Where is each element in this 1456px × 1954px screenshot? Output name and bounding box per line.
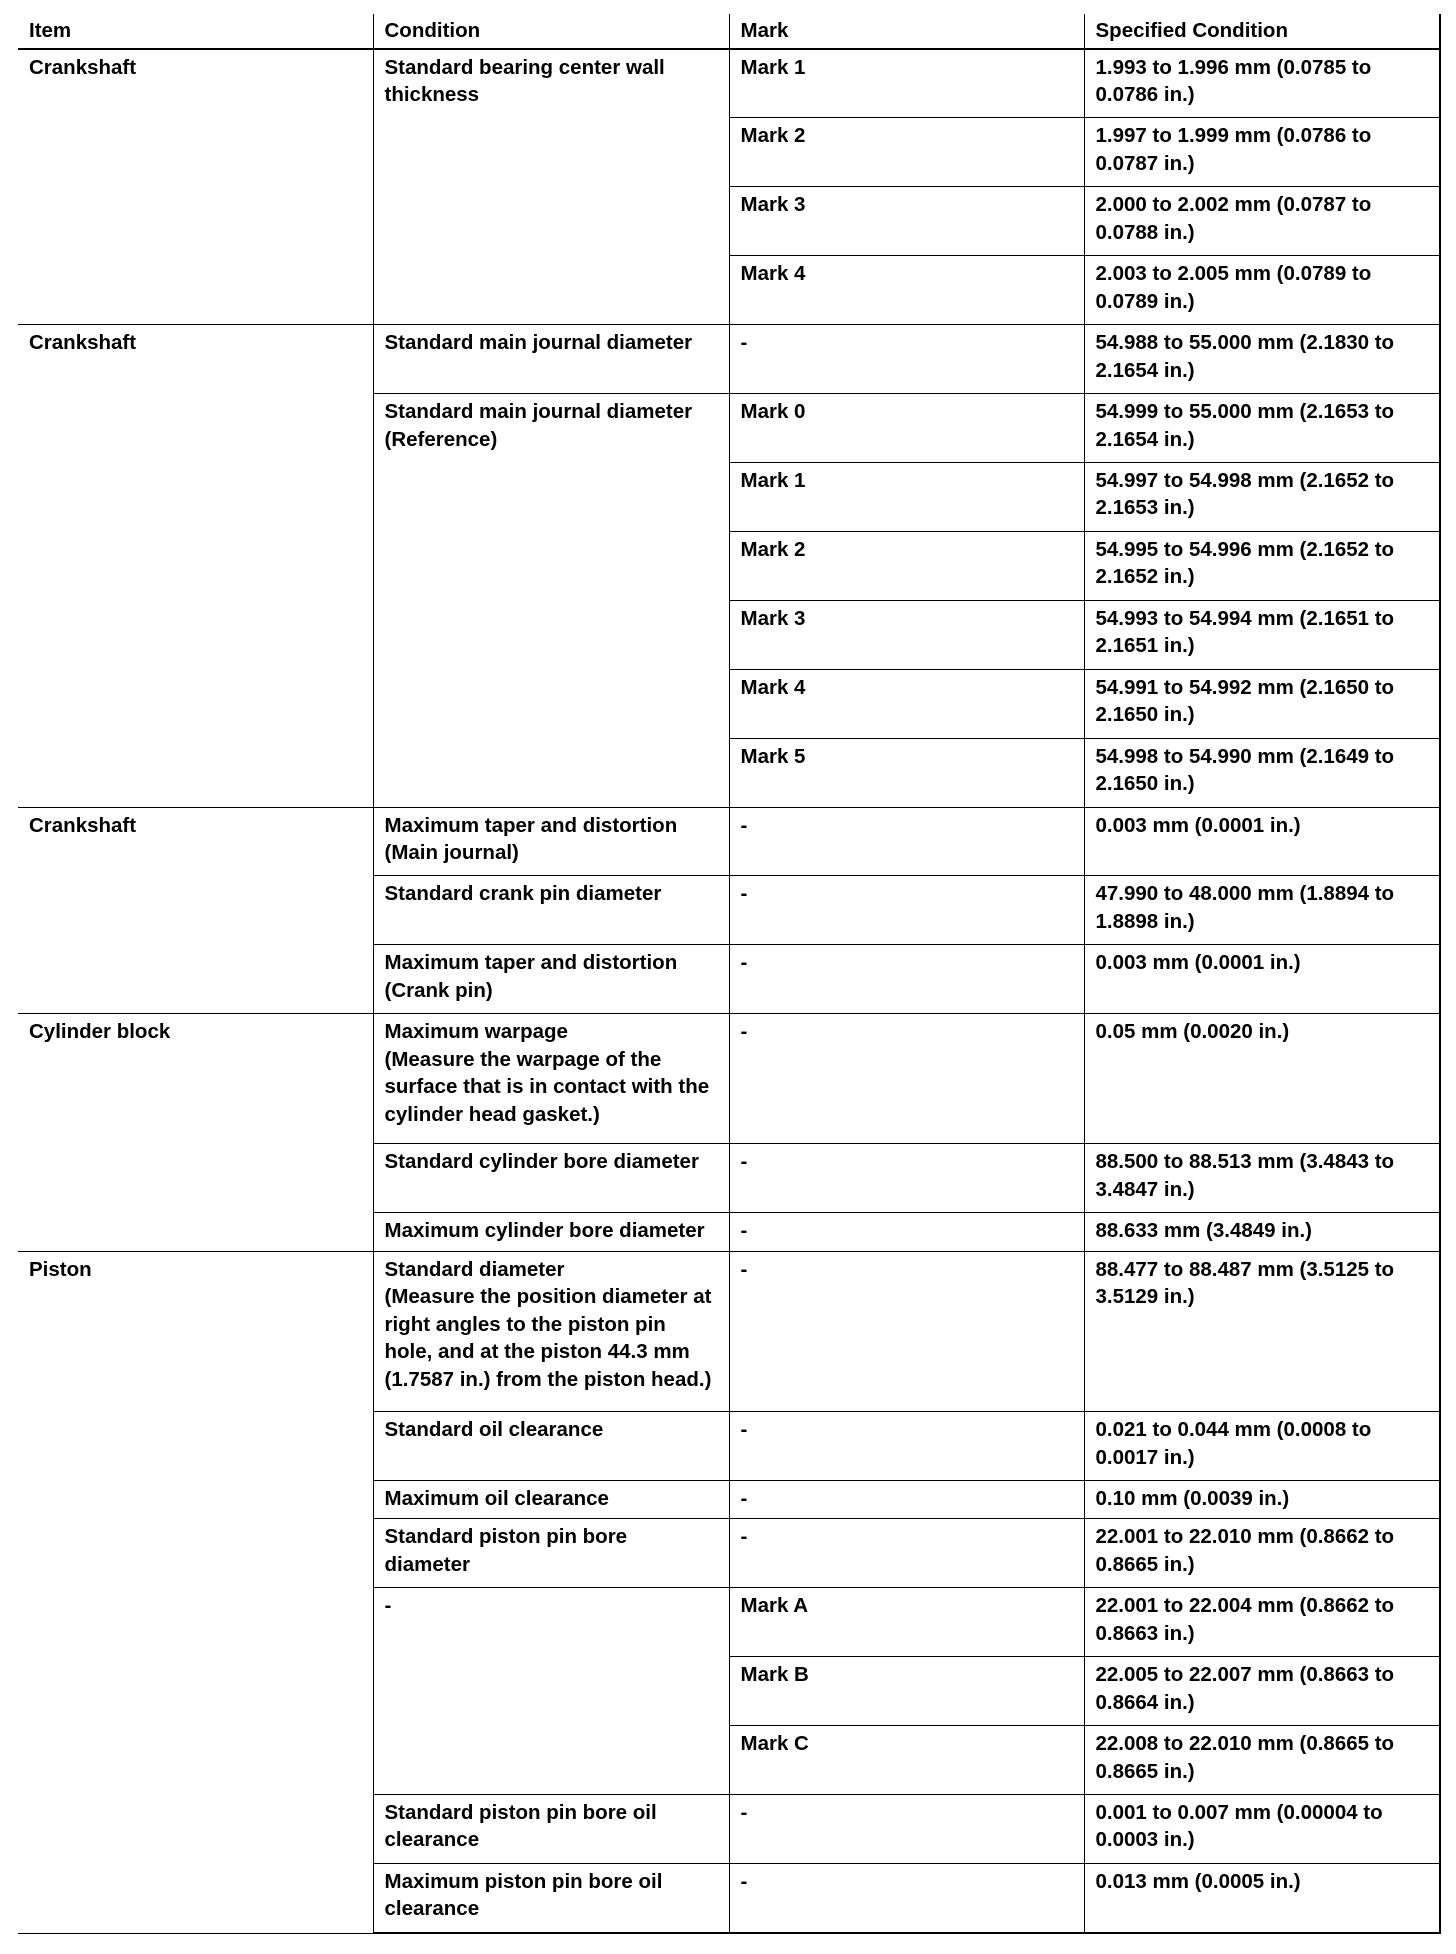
mark-cell: Mark 1 bbox=[729, 49, 1084, 118]
mark-cell: - bbox=[729, 1412, 1084, 1481]
mark-cell: - bbox=[729, 945, 1084, 1014]
mark-cell: - bbox=[729, 1014, 1084, 1144]
specified-condition-cell: 1.997 to 1.999 mm (0.0786 to 0.0787 in.) bbox=[1084, 118, 1440, 187]
specified-condition-cell: 0.05 mm (0.0020 in.) bbox=[1084, 1014, 1440, 1144]
header-item: Item bbox=[18, 14, 373, 49]
mark-cell: - bbox=[729, 1519, 1084, 1588]
header-mark: Mark bbox=[729, 14, 1084, 49]
specified-condition-cell: 22.005 to 22.007 mm (0.8663 to 0.8664 in.) bbox=[1084, 1657, 1440, 1726]
condition-cell: Maximum cylinder bore diameter bbox=[373, 1213, 729, 1251]
table-header bbox=[18, 14, 1440, 49]
table-row bbox=[18, 1251, 1440, 1412]
mark-cell: Mark B bbox=[729, 1657, 1084, 1726]
mark-cell: - bbox=[729, 807, 1084, 876]
table-row bbox=[18, 1014, 1440, 1144]
specified-condition-cell: 54.993 to 54.994 mm (2.1651 to 2.1651 in.) bbox=[1084, 600, 1440, 669]
condition-cell: Maximum warpage (Measure the warpage of the surface that is in contact with the cylinder head gasket.) bbox=[373, 1014, 729, 1144]
mark-cell: Mark 2 bbox=[729, 531, 1084, 600]
header-row bbox=[18, 14, 1440, 49]
condition-cell: Maximum taper and distortion (Crank pin) bbox=[373, 945, 729, 1014]
condition-cell: Standard cylinder bore diameter bbox=[373, 1144, 729, 1213]
condition-cell: Standard crank pin diameter bbox=[373, 876, 729, 945]
mark-cell: Mark C bbox=[729, 1726, 1084, 1795]
table-row bbox=[18, 807, 1440, 876]
specified-condition-cell: 54.988 to 55.000 mm (2.1830 to 2.1654 in.) bbox=[1084, 325, 1440, 394]
mark-cell: Mark 2 bbox=[729, 118, 1084, 187]
condition-cell: Standard main journal diameter bbox=[373, 325, 729, 394]
item-cell: Crankshaft bbox=[18, 325, 373, 807]
specified-condition-cell: 88.633 mm (3.4849 in.) bbox=[1084, 1213, 1440, 1251]
specified-condition-cell: 22.008 to 22.010 mm (0.8665 to 0.8665 in.) bbox=[1084, 1726, 1440, 1795]
condition-cell: Standard bearing center wall thickness bbox=[373, 49, 729, 325]
condition-cell: Maximum taper and distortion (Main journal) bbox=[373, 807, 729, 876]
mark-cell: Mark 3 bbox=[729, 600, 1084, 669]
specified-condition-cell: 0.013 mm (0.0005 in.) bbox=[1084, 1863, 1440, 1933]
mark-cell: - bbox=[729, 1481, 1084, 1519]
specified-condition-cell: 47.990 to 48.000 mm (1.8894 to 1.8898 in.) bbox=[1084, 876, 1440, 945]
mark-cell: - bbox=[729, 1213, 1084, 1251]
specified-condition-cell: 54.999 to 55.000 mm (2.1653 to 2.1654 in.) bbox=[1084, 394, 1440, 463]
specified-condition-cell: 54.991 to 54.992 mm (2.1650 to 2.1650 in.) bbox=[1084, 669, 1440, 738]
specified-condition-cell: 54.998 to 54.990 mm (2.1649 to 2.1650 in.) bbox=[1084, 738, 1440, 807]
condition-cell: Maximum piston pin bore oil clearance bbox=[373, 1863, 729, 1933]
condition-cell: Standard diameter (Measure the position diameter at right angles to the piston pin hole, and at the piston 44.3 mm (1.7587 in.) from the piston head.) bbox=[373, 1251, 729, 1412]
specification-table bbox=[18, 14, 1441, 1934]
table-row bbox=[18, 49, 1440, 118]
specified-condition-cell: 1.993 to 1.996 mm (0.0785 to 0.0786 in.) bbox=[1084, 49, 1440, 118]
mark-cell: Mark 1 bbox=[729, 462, 1084, 531]
condition-cell: Standard main journal diameter (Reference) bbox=[373, 394, 729, 807]
mark-cell: - bbox=[729, 876, 1084, 945]
condition-cell: Standard piston pin bore diameter bbox=[373, 1519, 729, 1588]
specified-condition-cell: 22.001 to 22.010 mm (0.8662 to 0.8665 in.) bbox=[1084, 1519, 1440, 1588]
specified-condition-cell: 2.003 to 2.005 mm (0.0789 to 0.0789 in.) bbox=[1084, 256, 1440, 325]
specified-condition-cell: 54.997 to 54.998 mm (2.1652 to 2.1653 in.) bbox=[1084, 462, 1440, 531]
specified-condition-cell: 88.500 to 88.513 mm (3.4843 to 3.4847 in.) bbox=[1084, 1144, 1440, 1213]
item-cell: Piston bbox=[18, 1251, 373, 1933]
mark-cell: - bbox=[729, 1144, 1084, 1213]
item-cell: Crankshaft bbox=[18, 807, 373, 1014]
specified-condition-cell: 0.003 mm (0.0001 in.) bbox=[1084, 945, 1440, 1014]
specified-condition-cell: 88.477 to 88.487 mm (3.5125 to 3.5129 in.) bbox=[1084, 1251, 1440, 1412]
table-body bbox=[18, 49, 1440, 1934]
table-row bbox=[18, 325, 1440, 394]
condition-cell: Maximum oil clearance bbox=[373, 1481, 729, 1519]
mark-cell: - bbox=[729, 1863, 1084, 1933]
mark-cell: Mark A bbox=[729, 1588, 1084, 1657]
condition-cell: Standard oil clearance bbox=[373, 1412, 729, 1481]
specified-condition-cell: 0.001 to 0.007 mm (0.00004 to 0.0003 in.) bbox=[1084, 1794, 1440, 1863]
mark-cell: Mark 3 bbox=[729, 187, 1084, 256]
mark-cell: - bbox=[729, 325, 1084, 394]
item-cell: Crankshaft bbox=[18, 49, 373, 325]
mark-cell: Mark 4 bbox=[729, 669, 1084, 738]
item-cell: Cylinder block bbox=[18, 1014, 373, 1251]
mark-cell: - bbox=[729, 1251, 1084, 1412]
header-condition: Condition bbox=[373, 14, 729, 49]
specified-condition-cell: 0.10 mm (0.0039 in.) bbox=[1084, 1481, 1440, 1519]
specified-condition-cell: 0.021 to 0.044 mm (0.0008 to 0.0017 in.) bbox=[1084, 1412, 1440, 1481]
mark-cell: Mark 0 bbox=[729, 394, 1084, 463]
specified-condition-cell: 2.000 to 2.002 mm (0.0787 to 0.0788 in.) bbox=[1084, 187, 1440, 256]
condition-cell: Standard piston pin bore oil clearance bbox=[373, 1794, 729, 1863]
specified-condition-cell: 0.003 mm (0.0001 in.) bbox=[1084, 807, 1440, 876]
specified-condition-cell: 22.001 to 22.004 mm (0.8662 to 0.8663 in.) bbox=[1084, 1588, 1440, 1657]
mark-cell: Mark 5 bbox=[729, 738, 1084, 807]
mark-cell: - bbox=[729, 1794, 1084, 1863]
mark-cell: Mark 4 bbox=[729, 256, 1084, 325]
specified-condition-cell: 54.995 to 54.996 mm (2.1652 to 2.1652 in.) bbox=[1084, 531, 1440, 600]
condition-cell: - bbox=[373, 1588, 729, 1795]
header-specified-condition: Specified Condition bbox=[1084, 14, 1440, 49]
